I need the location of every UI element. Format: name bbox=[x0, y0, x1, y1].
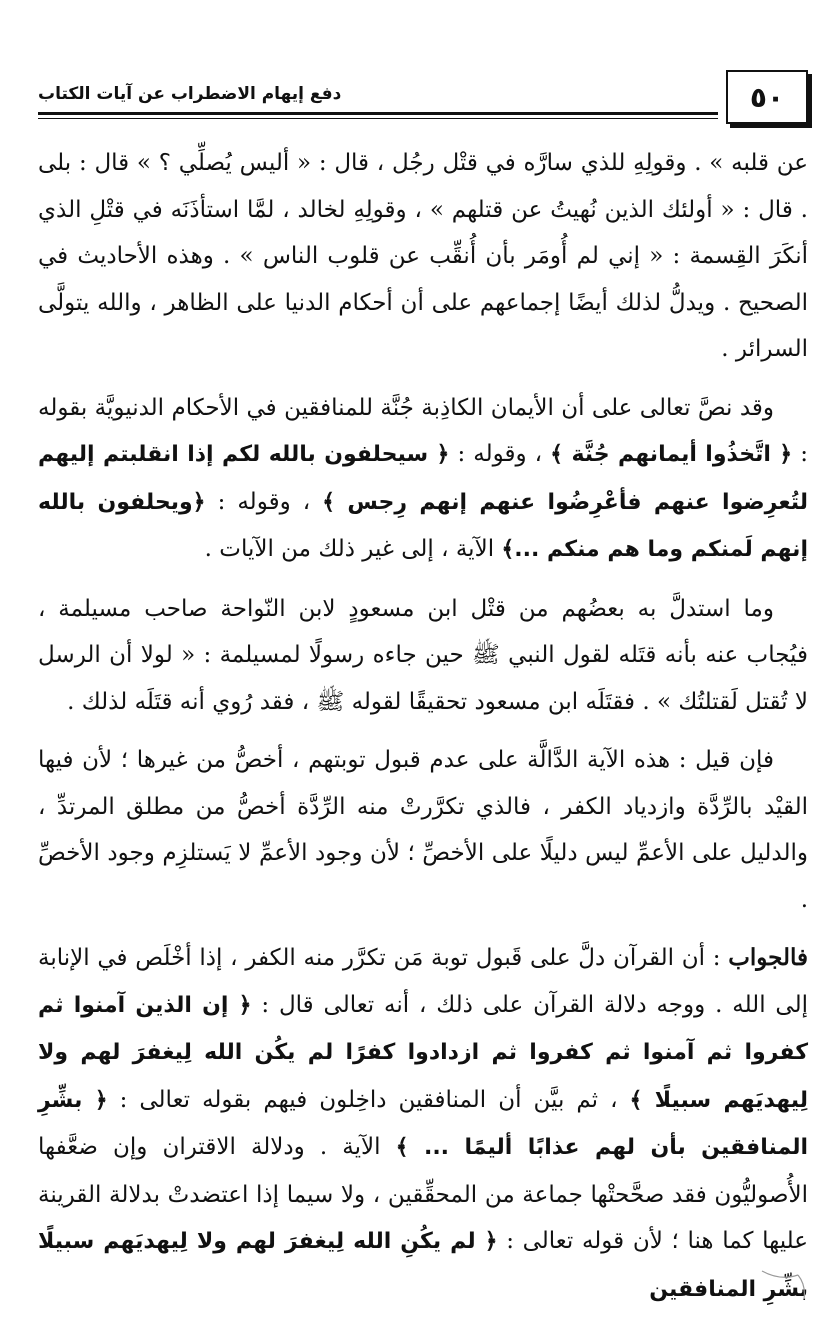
paragraph-5-text-1: : أن القرآن دلَّ على قَبول توبة مَن تكرَّر منه الكفر ، إذا أخْلَص في الإنابة إلى الله . ووجه دلالة القرآن على ذلك ، أنه تعالى قال : bbox=[38, 945, 808, 1018]
paragraph-2-text-2: ، وقوله : bbox=[449, 441, 551, 467]
page-body bbox=[38, 140, 808, 1325]
page-number: ٥٠ bbox=[726, 70, 808, 124]
page-corner-mark bbox=[760, 1251, 820, 1301]
paragraph-1: عن قلبه » . وقولِهِ للذي سارَّه في قتْل رجُل ، قال : « أليس يُصلِّي ؟ » قال : بلى . قال : « أولئك الذين نُهيتُ عن قتلهم » ، وقولِهِ لخالد ، لمَّا استأذَنَه في قتْلِ الذي أنكَرَ القِسمة : « إني لم أُومَر بأن أُنقِّب عن قلوب الناس » . وهذه الأحاديث في الصحيح . ويدلُّ لذلك أيضًا إجماعهم على أن أحكام الدنيا على الظاهر ، والله يتولَّى السرائر . bbox=[38, 150, 808, 362]
quran-quote: ﴿ سيحلفون بالله لكم إذا انقلبتم إليهم لتُعرِضوا عنهم فأعْرِضُوا عنهم إنهم رِجس ﴾ bbox=[38, 442, 808, 515]
page-header bbox=[38, 62, 808, 122]
paragraph-5 bbox=[38, 935, 808, 1313]
quran-quote: ﴿ إن الذين آمنوا ثم كفروا ثم آمنوا ثم كفروا ثم ازدادوا كفرًا لم يكُن الله لِيغفرَ لهم ولا لِيهديَهم سبيلًا ﴾ bbox=[38, 992, 808, 1113]
running-title: دفع إيهام الاضطراب عن آيات الكتاب bbox=[38, 84, 342, 104]
quran-quote: ﴿ لم يكُنِ الله لِيغفرَ لهم ولا لِيهديَهم سبيلًا بشِّرِ المنافقين bbox=[38, 1229, 808, 1302]
paragraph-3: وما استدلَّ به بعضُهم من قتْل ابن مسعودٍ لابن النّواحة صاحب مسيلمة ، فيُجاب عنه بأنه قتَله لقول النبي ﷺ حين جاءه رسولًا لمسيلمة : « لولا أن الرسل لا تُقتل لَقتلتُك » . فقتَلَه ابن مسعود تحقيقًا لقوله ﷺ ، فقد رُوي أنه قتَلَه لذلك . bbox=[38, 595, 808, 715]
quran-quote: ﴿ويحلفون بالله إنهم لَمنكم وما هم منكم ...﴾ bbox=[38, 489, 808, 562]
header-rule-thin bbox=[38, 118, 718, 119]
paragraph-5-text-3: الآية . ودلالة الاقتران وإن ضعَّفها الأُصوليُّون فقد صحَّحتْها جماعة من المحقِّقين ، ولا سيما إذا اعتضدتْ بدلالة القرينة عليها كما هنا ؛ لأن قوله تعالى : bbox=[38, 1134, 808, 1254]
paragraph-2-text-3: ، وقوله : bbox=[205, 488, 323, 515]
paragraph-4: فإن قيل : هذه الآية الدَّالَّة على عدم قبول توبتهم ، أخصُّ من غيرها ؛ لأن فيها القيْد بالرِّدَّة وازدياد الكفر ، فالذي تكرَّرتْ منه الرِّدَّة أخصُّ من مطلق المرتدِّ ، والدليل على الأعمِّ ليس دليلًا على الأخصِّ ؛ لأن وجود الأعمِّ لا يَستلزِم وجود الأخصِّ . bbox=[38, 747, 808, 913]
quran-quote: ﴿ اتَّخذُوا أيمانهم جُنَّة ﴾ bbox=[550, 442, 793, 467]
paragraph-2 bbox=[38, 385, 808, 574]
paragraph-2-text-4: الآية ، إلى غير ذلك من الآيات . bbox=[204, 536, 502, 562]
paragraph-2-text-1: وقد نصَّ تعالى على أن الأيمان الكاذِبة جُنَّة للمنافقين في الأحكام الدنيويَّة بقوله : bbox=[38, 394, 808, 467]
paragraph-5-text-2: ، ثم بيَّن أن المنافقين داخِلون فيهم بقوله تعالى : bbox=[107, 1086, 630, 1113]
header-rule-thick bbox=[38, 112, 718, 115]
answer-lead: فالجواب bbox=[728, 944, 808, 971]
quran-quote: ﴿ بشِّرِ المنافقين بأن لهم عذابًا أليمًا ... ﴾ bbox=[38, 1087, 808, 1160]
